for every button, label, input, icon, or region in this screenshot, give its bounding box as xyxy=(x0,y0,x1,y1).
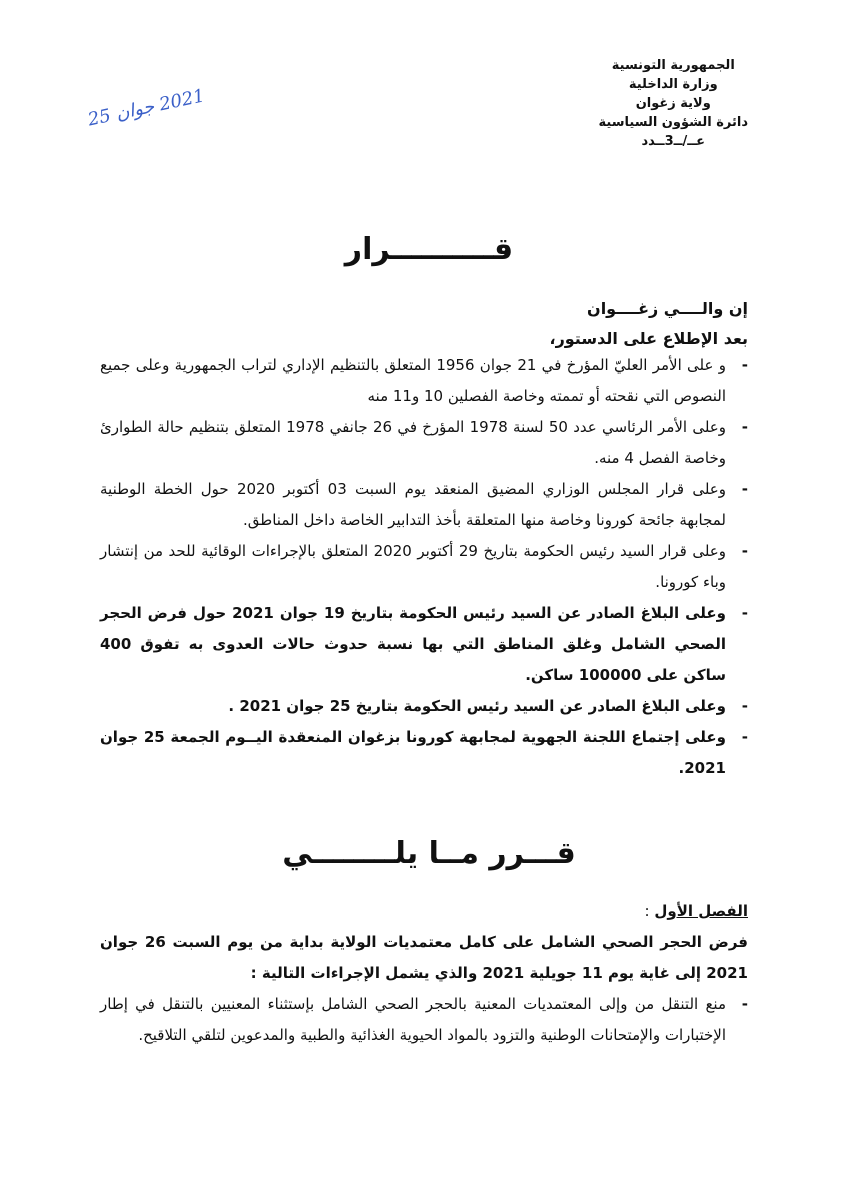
list-item: - منع التنقل من وإلى المعتمديات المعنية بالحجر الصحي الشامل بإستثناء المعنيين بالتنقل في إطار الإختبارات والإمتحانات الوطنية والتزود بالمواد الحيوية الغذائية والطبية والمدعوين لتلقي التلاقيح. xyxy=(100,989,748,1051)
chapter-heading: الفصل الأول xyxy=(654,902,748,920)
list-item: - وعلى الأمر الرئاسي عدد 50 لسنة 1978 المؤرخ في 26 جانفي 1978 المتعلق بتنظيم حالة الطوارئ وخاصة الفصل 4 منه. xyxy=(100,412,748,474)
chapter-intro: فرض الحجر الصحي الشامل على كامل معتمديات الولاية بداية من يوم السبت 26 جوان 2021 إلى غاية يوم 11 جويلية 2021 والذي يشمل الإجراءات التالية : xyxy=(100,933,748,982)
list-item: - وعلى البلاغ الصادر عن السيد رئيس الحكومة بتاريخ 25 جوان 2021 . xyxy=(100,691,748,722)
decision-title: قـــرر مــا يلــــــــي xyxy=(282,836,576,871)
list-item: - وعلى قرار المجلس الوزاري المضيق المنعقد يوم السبت 03 أكتوبر 2020 حول الخطة الوطنية لمجابهة جائحة كورونا وخاصة منها المتعلقة بأخذ التدابير الخاصة داخل المناطق. xyxy=(100,474,748,536)
chapter-one xyxy=(100,896,748,1051)
chapter-colon: : xyxy=(644,902,655,920)
letterhead-republic: الجمهورية التونسية xyxy=(611,58,735,73)
document-title: قــــــــــرار xyxy=(344,232,514,267)
list-item: - وعلى قرار السيد رئيس الحكومة بتاريخ 29 أكتوبر 2020 المتعلق بالإجراءات الوقائية للحد من إنتشار وباء كورونا. xyxy=(100,536,748,598)
opening-governor: إن والــــي زغــــوان xyxy=(587,299,748,318)
letterhead-number: عــ/ــ3ــدد xyxy=(641,134,706,149)
letterhead xyxy=(599,56,748,151)
letterhead-ministry: وزارة الداخلية xyxy=(628,77,718,92)
list-item: - وعلى إجتماع اللجنة الجهوية لمجابهة كورونا بزغوان المنعقدة اليــوم الجمعة 25 جوان 2021. xyxy=(100,722,748,784)
opening-statement xyxy=(100,294,748,354)
list-item: - و على الأمر العليّ المؤرخ في 21 جوان 1956 المتعلق بالتنظيم الإداري لتراب الجمهورية وعلى جميع النصوص التي نقحته أو تممته وخاصة الفصلين 10 و11 منه xyxy=(100,350,748,412)
letterhead-department: دائرة الشؤون السياسية xyxy=(598,115,748,130)
considerations-list xyxy=(100,350,748,784)
letterhead-governorate: ولاية زغوان xyxy=(635,96,711,111)
opening-constitution: بعد الإطلاع على الدستور، xyxy=(549,329,748,348)
handwritten-date: 2021 جوان 25 xyxy=(86,85,207,131)
list-item: - وعلى البلاغ الصادر عن السيد رئيس الحكومة بتاريخ 19 جوان 2021 حول فرض الحجر الصحي الشامل وغلق المناطق التي بها نسبة حدوث حالات العدوى به تفوق 400 ساكن على 100000 ساكن. xyxy=(100,598,748,691)
